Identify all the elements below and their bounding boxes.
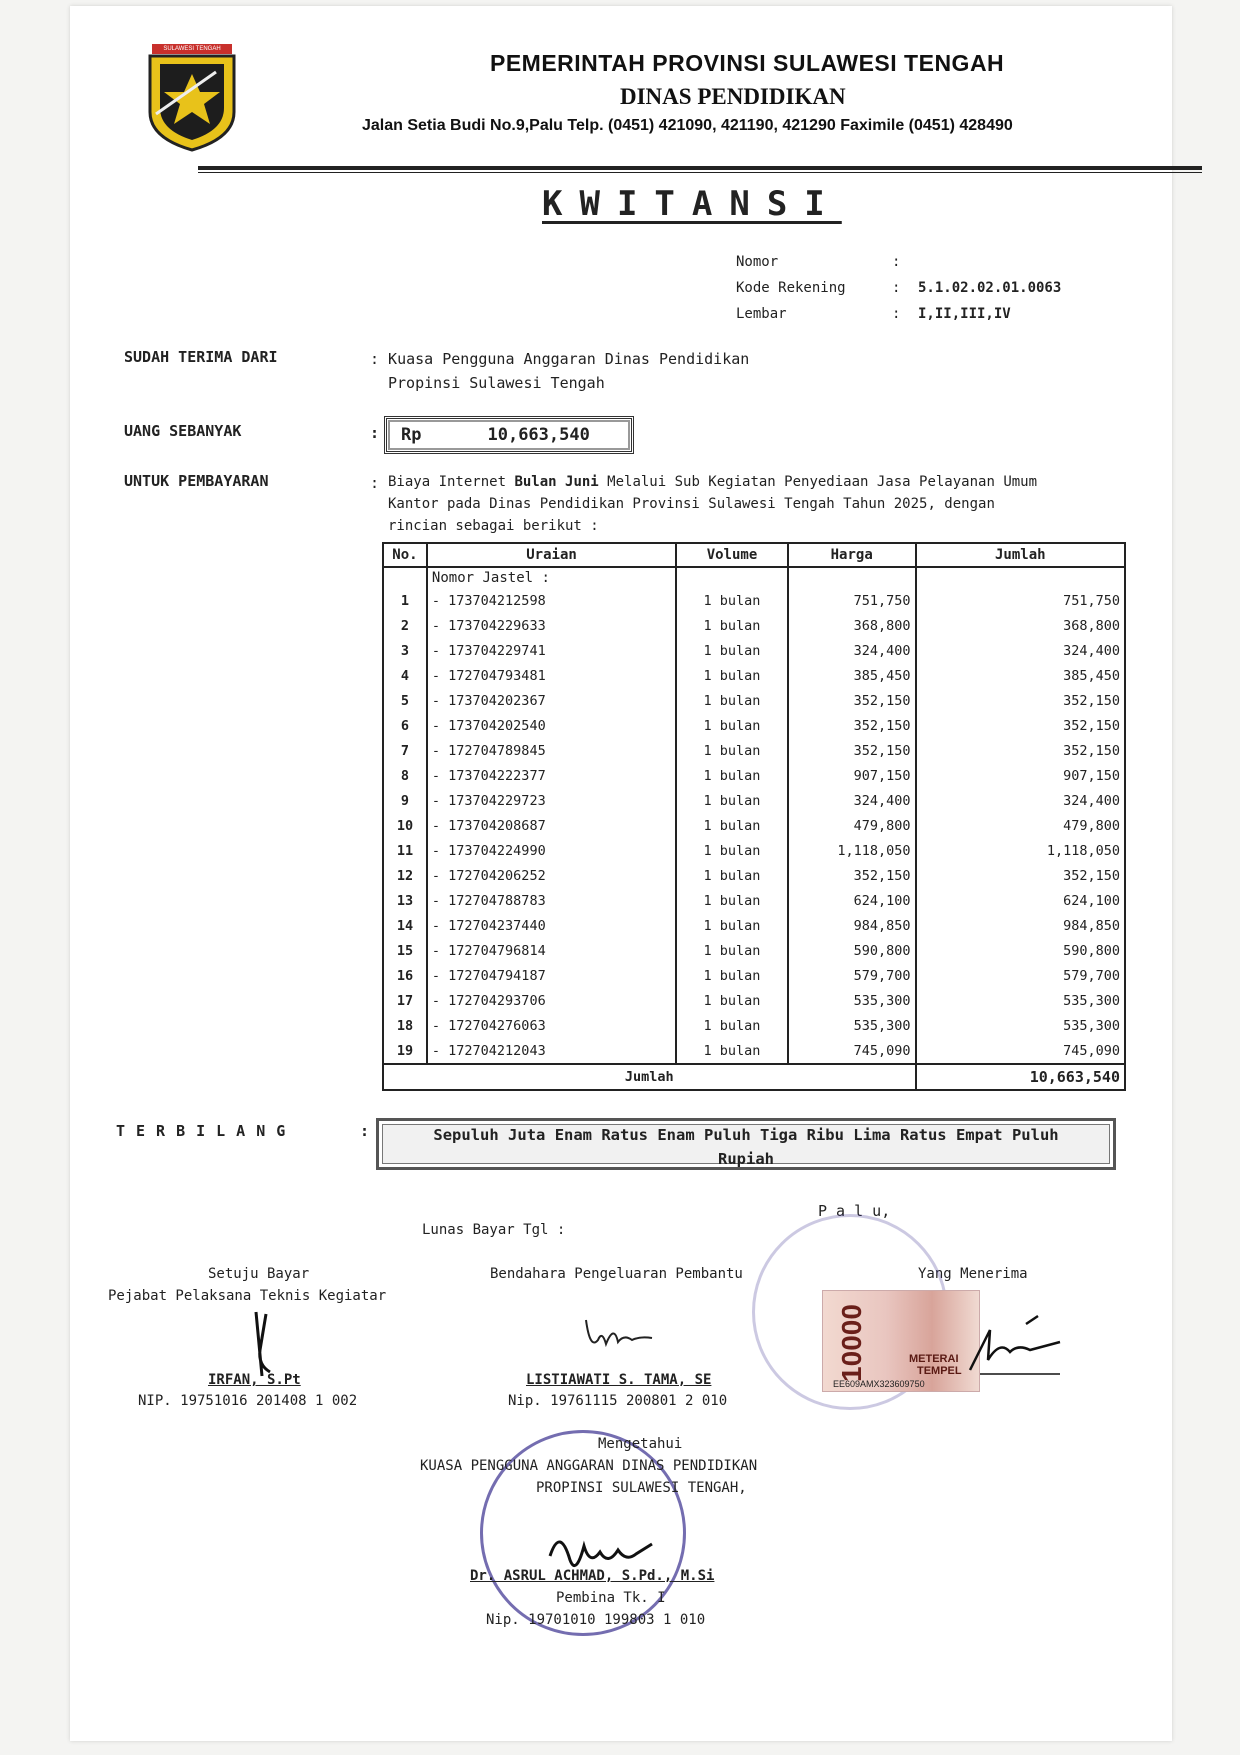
row-harga: 624,100 <box>788 888 916 913</box>
row-no: 9 <box>383 788 427 813</box>
row-uraian: - 172704237440 <box>427 913 676 938</box>
row-uraian: - 173704229723 <box>427 788 676 813</box>
row-no: 15 <box>383 938 427 963</box>
row-uraian: - 173704212598 <box>427 588 676 613</box>
kpa-name: Dr. ASRUL ACHMAD, S.Pd., M.Si <box>470 1568 715 1584</box>
row-jumlah: 535,300 <box>916 1013 1125 1038</box>
meterai-value: 10000 <box>835 1304 867 1382</box>
row-uraian: - 173704202367 <box>427 688 676 713</box>
row-no: 17 <box>383 988 427 1013</box>
row-harga: 907,150 <box>788 763 916 788</box>
untuk-pembayaran-line2: Kantor pada Dinas Pendidikan Provinsi Sulawesi Tengah Tahun 2025, dengan <box>388 496 995 512</box>
row-no: 8 <box>383 763 427 788</box>
lembar-label: Lembar <box>736 306 787 322</box>
row-volume: 1 bulan <box>676 988 788 1013</box>
uang-sebanyak-label: UANG SEBANYAK <box>124 422 242 440</box>
row-no: 14 <box>383 913 427 938</box>
meterai-stamp <box>822 1290 980 1392</box>
row-volume: 1 bulan <box>676 1013 788 1038</box>
header-divider <box>198 166 1202 170</box>
row-harga: 368,800 <box>788 613 916 638</box>
table-row <box>383 963 1125 988</box>
row-volume: 1 bulan <box>676 838 788 863</box>
row-harga: 535,300 <box>788 988 916 1013</box>
row-volume: 1 bulan <box>676 613 788 638</box>
row-harga: 352,150 <box>788 713 916 738</box>
row-volume: 1 bulan <box>676 1038 788 1064</box>
meterai-label-1: METERAI <box>909 1353 959 1365</box>
amount-box <box>384 416 634 454</box>
table-row <box>383 688 1125 713</box>
row-jumlah: 590,800 <box>916 938 1125 963</box>
mengetahui-label: Mengetahui <box>598 1436 683 1452</box>
table-row <box>383 788 1125 813</box>
document-title: KWITANSI <box>542 184 842 224</box>
row-harga: 324,400 <box>788 638 916 663</box>
row-volume: 1 bulan <box>676 938 788 963</box>
table-row <box>383 1013 1125 1038</box>
row-harga: 479,800 <box>788 813 916 838</box>
group-label: Nomor Jastel : <box>427 567 676 588</box>
kode-rekening-label: Kode Rekening <box>736 280 846 296</box>
header-government: PEMERINTAH PROVINSI SULAWESI TENGAH <box>490 50 1005 76</box>
row-volume: 1 bulan <box>676 813 788 838</box>
uang-sebanyak-sep: : <box>370 424 380 442</box>
meterai-label-2: TEMPEL <box>917 1365 962 1377</box>
row-jumlah: 579,700 <box>916 963 1125 988</box>
header-divider-thin <box>198 172 1202 173</box>
row-harga: 984,850 <box>788 913 916 938</box>
kpa-title-2: PROPINSI SULAWESI TENGAH, <box>536 1480 747 1496</box>
row-uraian: - 172704788783 <box>427 888 676 913</box>
row-volume: 1 bulan <box>676 663 788 688</box>
row-no: 6 <box>383 713 427 738</box>
row-volume: 1 bulan <box>676 913 788 938</box>
header-agency: DINAS PENDIDIKAN <box>620 84 846 109</box>
row-harga: 1,118,050 <box>788 838 916 863</box>
row-jumlah: 352,150 <box>916 713 1125 738</box>
table-row <box>383 763 1125 788</box>
lembar-sep: : <box>892 306 901 322</box>
right-signature-image <box>960 1300 1070 1385</box>
table-row <box>383 1038 1125 1064</box>
row-jumlah: 1,118,050 <box>916 838 1125 863</box>
row-volume: 1 bulan <box>676 638 788 663</box>
row-jumlah: 352,150 <box>916 863 1125 888</box>
row-jumlah: 751,750 <box>916 588 1125 613</box>
left-signer-title-1: Setuju Bayar <box>208 1266 310 1282</box>
row-jumlah: 535,300 <box>916 988 1125 1013</box>
row-jumlah: 907,150 <box>916 763 1125 788</box>
table-row <box>383 588 1125 613</box>
row-no: 7 <box>383 738 427 763</box>
row-uraian: - 172704206252 <box>427 863 676 888</box>
untuk-pembayaran-sep: : <box>370 474 380 492</box>
terbilang-line1: Sepuluh Juta Enam Ratus Enam Puluh Tiga Ribu Lima Ratus Empat Puluh <box>433 1126 1059 1144</box>
row-uraian: - 172704789845 <box>427 738 676 763</box>
row-harga: 579,700 <box>788 963 916 988</box>
col-header-uraian: Uraian <box>427 543 676 567</box>
row-uraian: - 173704202540 <box>427 713 676 738</box>
province-logo <box>146 42 238 152</box>
row-uraian: - 173704224990 <box>427 838 676 863</box>
mid-signer-name: LISTIAWATI S. TAMA, SE <box>526 1372 712 1388</box>
row-uraian: - 173704208687 <box>427 813 676 838</box>
terbilang-sep: : <box>360 1122 370 1140</box>
row-jumlah: 479,800 <box>916 813 1125 838</box>
row-uraian: - 172704212043 <box>427 1038 676 1064</box>
row-harga: 352,150 <box>788 688 916 713</box>
row-harga: 745,090 <box>788 1038 916 1064</box>
row-no: 4 <box>383 663 427 688</box>
row-no: 13 <box>383 888 427 913</box>
row-harga: 590,800 <box>788 938 916 963</box>
row-uraian: - 173704229633 <box>427 613 676 638</box>
row-uraian: - 173704222377 <box>427 763 676 788</box>
amount-value: 10,663,540 <box>487 425 590 445</box>
row-no: 11 <box>383 838 427 863</box>
mid-signer-title: Bendahara Pengeluaran Pembantu <box>490 1266 743 1282</box>
row-uraian: - 173704229741 <box>427 638 676 663</box>
row-jumlah: 745,090 <box>916 1038 1125 1064</box>
terbilang-label: TERBILANG <box>116 1122 297 1140</box>
total-label: Jumlah <box>383 1064 916 1090</box>
row-harga: 324,400 <box>788 788 916 813</box>
row-jumlah: 324,400 <box>916 638 1125 663</box>
signature-place: P a l u, <box>818 1202 891 1220</box>
table-row <box>383 713 1125 738</box>
row-jumlah: 624,100 <box>916 888 1125 913</box>
total-value: 10,663,540 <box>916 1064 1125 1090</box>
col-header-volume: Volume <box>676 543 788 567</box>
row-no: 3 <box>383 638 427 663</box>
table-total-row <box>383 1064 1125 1090</box>
table-row <box>383 638 1125 663</box>
left-signer-title-2: Pejabat Pelaksana Teknis Kegiatar <box>108 1288 387 1304</box>
sudah-terima-label: SUDAH TERIMA DARI <box>124 348 278 366</box>
lunas-bayar-label: Lunas Bayar Tgl : <box>422 1222 566 1238</box>
row-harga: 535,300 <box>788 1013 916 1038</box>
logo-banner-text: SULAWESI TENGAH <box>163 46 221 52</box>
amount-currency: Rp <box>401 425 422 445</box>
kode-rekening-sep: : <box>892 280 901 296</box>
table-header-row <box>383 543 1125 567</box>
row-volume: 1 bulan <box>676 713 788 738</box>
table-row <box>383 938 1125 963</box>
row-uraian: - 172704794187 <box>427 963 676 988</box>
kpa-rank: Pembina Tk. I <box>556 1590 666 1606</box>
row-no: 2 <box>383 613 427 638</box>
right-signer-title: Yang Menerima <box>918 1266 1028 1282</box>
row-volume: 1 bulan <box>676 763 788 788</box>
row-no: 16 <box>383 963 427 988</box>
kpa-nip: Nip. 19701010 199803 1 010 <box>486 1612 706 1628</box>
row-volume: 1 bulan <box>676 963 788 988</box>
lembar-value: I,II,III,IV <box>918 306 1011 322</box>
row-uraian: - 172704793481 <box>427 663 676 688</box>
nomor-sep: : <box>892 254 901 270</box>
row-jumlah: 352,150 <box>916 688 1125 713</box>
row-uraian: - 172704276063 <box>427 1013 676 1038</box>
row-no: 1 <box>383 588 427 613</box>
nomor-label: Nomor <box>736 254 779 270</box>
terbilang-line2: Rupiah <box>718 1150 774 1168</box>
items-table <box>382 542 1126 1091</box>
row-volume: 1 bulan <box>676 863 788 888</box>
table-row <box>383 838 1125 863</box>
sudah-terima-value-1: : Kuasa Pengguna Anggaran Dinas Pendidikan <box>370 350 750 368</box>
row-jumlah: 324,400 <box>916 788 1125 813</box>
untuk-pembayaran-line1: Biaya Internet Bulan Juni Melalui Sub Kegiatan Penyediaan Jasa Pelayanan Umum <box>388 474 1038 490</box>
table-group-row <box>383 567 1125 588</box>
row-volume: 1 bulan <box>676 738 788 763</box>
row-jumlah: 385,450 <box>916 663 1125 688</box>
table-row <box>383 863 1125 888</box>
table-row <box>383 613 1125 638</box>
kpa-title-1: KUASA PENGGUNA ANGGARAN DINAS PENDIDIKAN <box>420 1458 758 1474</box>
left-signer-nip: NIP. 19751016 201408 1 002 <box>138 1393 358 1409</box>
row-harga: 751,750 <box>788 588 916 613</box>
meterai-serial: EE609AMX323609750 <box>833 1379 925 1389</box>
sudah-terima-value-2: Propinsi Sulawesi Tengah <box>388 374 605 392</box>
col-header-harga: Harga <box>788 543 916 567</box>
untuk-pembayaran-label: UNTUK PEMBAYARAN <box>124 472 269 490</box>
row-jumlah: 368,800 <box>916 613 1125 638</box>
row-no: 10 <box>383 813 427 838</box>
row-no: 18 <box>383 1013 427 1038</box>
table-row <box>383 888 1125 913</box>
row-volume: 1 bulan <box>676 588 788 613</box>
row-no: 5 <box>383 688 427 713</box>
untuk-pembayaran-line3: rincian sebagai berikut : <box>388 518 599 534</box>
table-row <box>383 913 1125 938</box>
table-row <box>383 813 1125 838</box>
mid-signer-nip: Nip. 19761115 200801 2 010 <box>508 1393 728 1409</box>
row-volume: 1 bulan <box>676 888 788 913</box>
header-address: Jalan Setia Budi No.9,Palu Telp. (0451) 421090, 421190, 421290 Faximile (0451) 428490 <box>362 117 1013 134</box>
row-harga: 352,150 <box>788 863 916 888</box>
left-signer-name: IRFAN, S.Pt <box>208 1372 301 1388</box>
row-uraian: - 172704796814 <box>427 938 676 963</box>
col-header-no: No. <box>383 543 427 567</box>
kode-rekening-value: 5.1.02.02.01.0063 <box>918 280 1062 296</box>
col-header-jumlah: Jumlah <box>916 543 1125 567</box>
row-uraian: - 172704293706 <box>427 988 676 1013</box>
row-harga: 352,150 <box>788 738 916 763</box>
terbilang-box <box>376 1118 1116 1170</box>
row-no: 12 <box>383 863 427 888</box>
table-row <box>383 738 1125 763</box>
table-row <box>383 988 1125 1013</box>
row-jumlah: 984,850 <box>916 913 1125 938</box>
row-jumlah: 352,150 <box>916 738 1125 763</box>
table-row <box>383 663 1125 688</box>
row-volume: 1 bulan <box>676 788 788 813</box>
row-volume: 1 bulan <box>676 688 788 713</box>
row-harga: 385,450 <box>788 663 916 688</box>
mid-signature-image <box>580 1310 660 1365</box>
row-no: 19 <box>383 1038 427 1064</box>
